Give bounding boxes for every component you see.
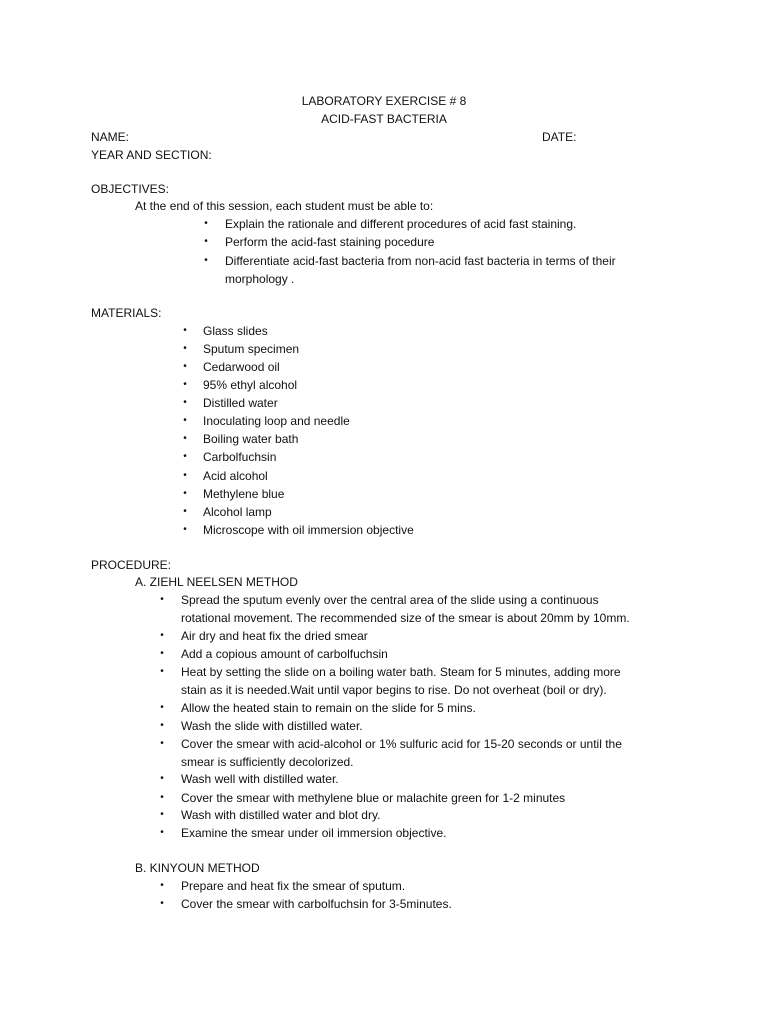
- procedure-step: Wash the slide with distilled water.: [181, 719, 363, 733]
- procedure-step: Air dry and heat fix the dried smear: [181, 629, 368, 643]
- materials-heading: MATERIALS:: [91, 306, 162, 320]
- material-item: Carbolfuchsin: [203, 450, 277, 464]
- material-item: Microscope with oil immersion objective: [203, 523, 414, 537]
- procedure-step-continuation: rotational movement. The recommended size of the smear is about 20mm by 10mm.: [181, 611, 630, 625]
- bullet-icon: •: [183, 379, 187, 390]
- bullet-icon: •: [183, 415, 187, 426]
- ziehl-neelsen-heading: A. ZIEHL NEELSEN METHOD: [135, 575, 298, 589]
- procedure-step: Cover the smear with methylene blue or malachite green for 1-2 minutes: [181, 791, 566, 805]
- bullet-icon: •: [183, 325, 187, 336]
- material-item: Acid alcohol: [203, 469, 268, 483]
- bullet-icon: •: [160, 648, 164, 659]
- bullet-icon: •: [160, 720, 164, 731]
- procedure-step: Prepare and heat fix the smear of sputum.: [181, 879, 406, 893]
- material-item: Glass slides: [203, 324, 268, 338]
- bullet-icon: •: [160, 827, 164, 838]
- bullet-icon: •: [204, 218, 208, 229]
- bullet-icon: •: [160, 702, 164, 713]
- bullet-icon: •: [183, 470, 187, 481]
- bullet-icon: •: [183, 343, 187, 354]
- bullet-icon: •: [204, 255, 208, 266]
- objective-item: Differentiate acid-fast bacteria from non-acid fast bacteria in terms of their: [225, 254, 616, 268]
- objective-item: Explain the rationale and different procedures of acid fast staining.: [225, 217, 577, 231]
- material-item: Boiling water bath: [203, 432, 299, 446]
- material-item: Inoculating loop and needle: [203, 414, 350, 428]
- bullet-icon: •: [183, 433, 187, 444]
- material-item: Sputum specimen: [203, 342, 300, 356]
- bullet-icon: •: [160, 630, 164, 641]
- bullet-icon: •: [160, 594, 164, 605]
- bullet-icon: •: [183, 488, 187, 499]
- page-title: LABORATORY EXERCISE # 8: [301, 94, 467, 108]
- procedure-step: Spread the sputum evenly over the central area of the slide using a continuous: [181, 593, 599, 607]
- objective-item: Perform the acid-fast staining pocedure: [225, 235, 435, 249]
- bullet-icon: •: [160, 773, 164, 784]
- procedure-step: Wash with distilled water and blot dry.: [181, 808, 381, 822]
- procedure-step: Cover the smear with acid-alcohol or 1% sulfuric acid for 15-20 seconds or until the: [181, 737, 622, 751]
- bullet-icon: •: [160, 880, 164, 891]
- procedure-step: Examine the smear under oil immersion objective.: [181, 826, 447, 840]
- bullet-icon: •: [160, 792, 164, 803]
- year-section-label: YEAR AND SECTION:: [91, 148, 212, 162]
- objectives-heading: OBJECTIVES:: [91, 182, 170, 196]
- page-subtitle: ACID-FAST BACTERIA: [321, 112, 447, 126]
- bullet-icon: •: [160, 666, 164, 677]
- procedure-step: Add a copious amount of carbolfuchsin: [181, 647, 388, 661]
- bullet-icon: •: [183, 524, 187, 535]
- material-item: Distilled water: [203, 396, 278, 410]
- kinyoun-heading: B. KINYOUN METHOD: [135, 861, 260, 875]
- name-label: NAME:: [91, 130, 130, 144]
- material-item: Methylene blue: [203, 487, 285, 501]
- bullet-icon: •: [183, 397, 187, 408]
- procedure-step: Allow the heated stain to remain on the slide for 5 mins.: [181, 701, 476, 715]
- bullet-icon: •: [183, 451, 187, 462]
- bullet-icon: •: [160, 809, 164, 820]
- material-item: Alcohol lamp: [203, 505, 272, 519]
- bullet-icon: •: [183, 361, 187, 372]
- procedure-step: Wash well with distilled water.: [181, 772, 339, 786]
- date-label: DATE:: [542, 130, 577, 144]
- bullet-icon: •: [160, 738, 164, 749]
- procedure-step-continuation: smear is sufficiently decolorized.: [181, 755, 354, 769]
- procedure-step: Cover the smear with carbolfuchsin for 3-5minutes.: [181, 897, 452, 911]
- bullet-icon: •: [160, 898, 164, 909]
- procedure-step: Heat by setting the slide on a boiling water bath. Steam for 5 minutes, adding more: [181, 665, 621, 679]
- material-item: Cedarwood oil: [203, 360, 280, 374]
- procedure-heading: PROCEDURE:: [91, 558, 172, 572]
- material-item: 95% ethyl alcohol: [203, 378, 298, 392]
- bullet-icon: •: [204, 236, 208, 247]
- procedure-step-continuation: stain as it is needed.Wait until vapor begins to rise. Do not overheat (boil or dry).: [181, 683, 607, 697]
- objective-item-continuation: morphology .: [225, 272, 295, 286]
- objectives-intro: At the end of this session, each student must be able to:: [135, 199, 434, 213]
- bullet-icon: •: [183, 506, 187, 517]
